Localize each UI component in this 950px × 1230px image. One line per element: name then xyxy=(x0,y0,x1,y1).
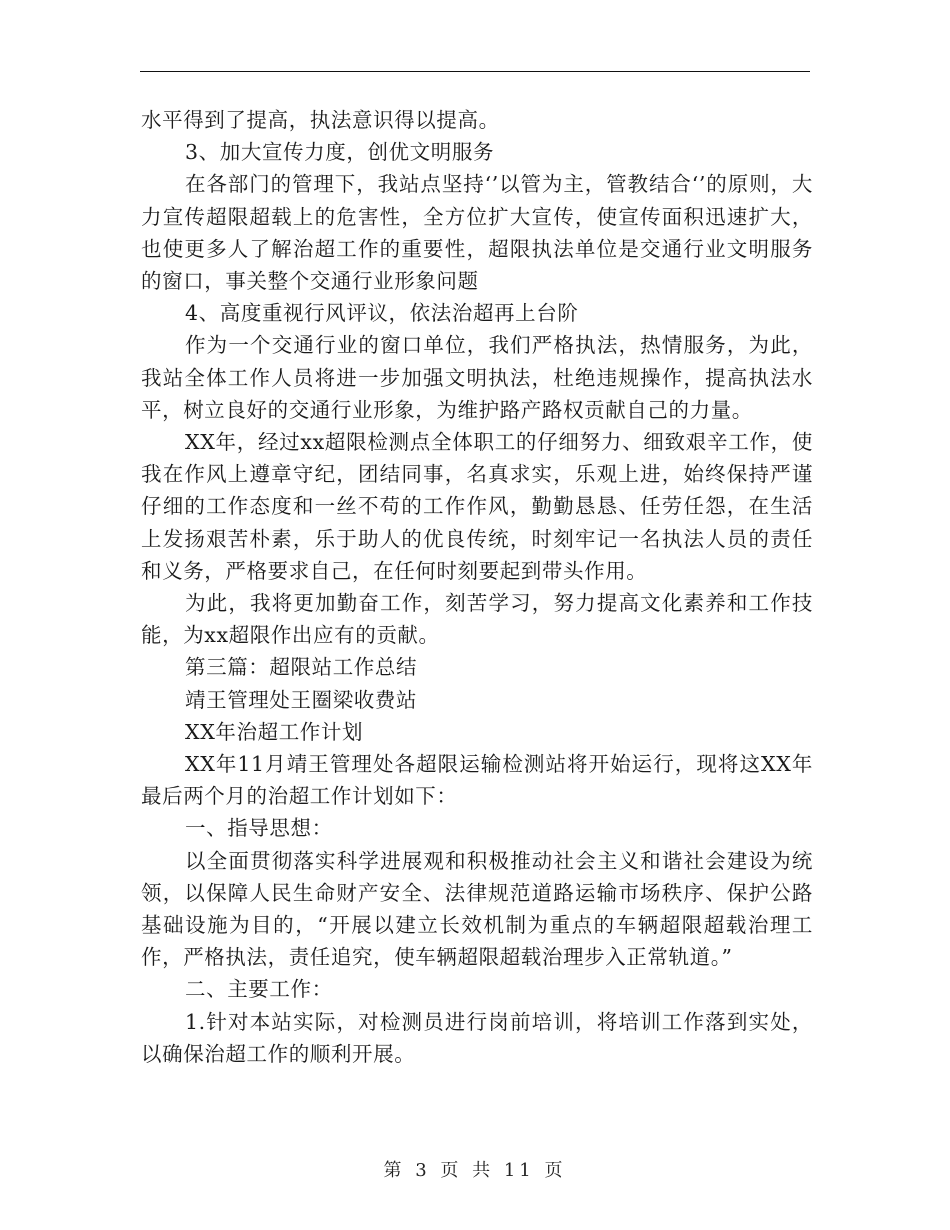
section-heading: 二、主要工作： xyxy=(185,977,333,1002)
paragraph: 水平得到了提高，执法意识得以提高。 xyxy=(141,108,500,132)
paragraph: XX年11月靖王管理处各超限运输检测站将开始运行，现将这XX年最后两个月的治超工作计划如下： xyxy=(141,752,813,809)
document-body xyxy=(141,104,813,1070)
paragraph: 作为一个交通行业的窗口单位，我们严格执法，热情服务，为此，我站全体工作人员将进一步加强文明执法，杜绝违规操作，提高执法水平，树立良好的交通行业形象，为维护路产路权贡献自己的力量。 xyxy=(141,333,813,422)
paragraph: 在各部门的管理下，我站点坚持‘’以管为主，管教结合‘’的原则，大力宣传超限超载上的危害性，全方位扩大宣传，使宣传面积迅速扩大，也使更多人了解治超工作的重要性，超限执法单位是交通行业文明服务的窗口，事关整个交通行业形象问题 xyxy=(141,172,813,294)
section-heading: 3、加大宣传力度，创优文明服务 xyxy=(185,140,495,165)
chapter-title: 第三篇：超限站工作总结 xyxy=(185,655,418,680)
plan-title: XX年治超工作计划 xyxy=(185,719,364,744)
paragraph: 为此，我将更加勤奋工作，刻苦学习，努力提高文化素养和工作技能，为xx超限作出应有的贡献。 xyxy=(141,591,813,648)
paragraph: 以全面贯彻落实科学进展观和积极推动社会主义和谐社会建设为统领，以保障人民生命财产安全、法律规范道路运输市场秩序、保护公路基础设施为目的，“开展以建立长效机制为重点的车辆超限超载治理工作，严格执法，责任追究，使车辆超限超载治理步入正常轨道。” xyxy=(141,848,813,970)
section-heading: 4、高度重视行风评议，依法治超再上台阶 xyxy=(185,301,579,326)
header-rule xyxy=(140,71,810,72)
page-footer: 第 3 页 共 11 页 xyxy=(383,1160,567,1181)
paragraph: 1.针对本站实际，对检测员进行岗前培训，将培训工作落到实处，以确保治超工作的顺利开展。 xyxy=(141,1009,813,1066)
paragraph: XX年，经过xx超限检测点全体职工的仔细努力、细致艰辛工作，使我在作风上遵章守纪，团结同事，名真求实，乐观上进，始终保持严谨仔细的工作态度和一丝不苟的工作作风，勤勤恳恳、任劳任怨，在生活上发扬艰苦朴素，乐于助人的优良传统，时刻牢记一名执法人员的责任和义务，严格要求自己，在任何时刻要起到带头作用。 xyxy=(141,430,813,583)
section-heading: 一、指导思想： xyxy=(185,816,333,841)
organization-name: 靖王管理处王圈梁收费站 xyxy=(185,687,418,712)
